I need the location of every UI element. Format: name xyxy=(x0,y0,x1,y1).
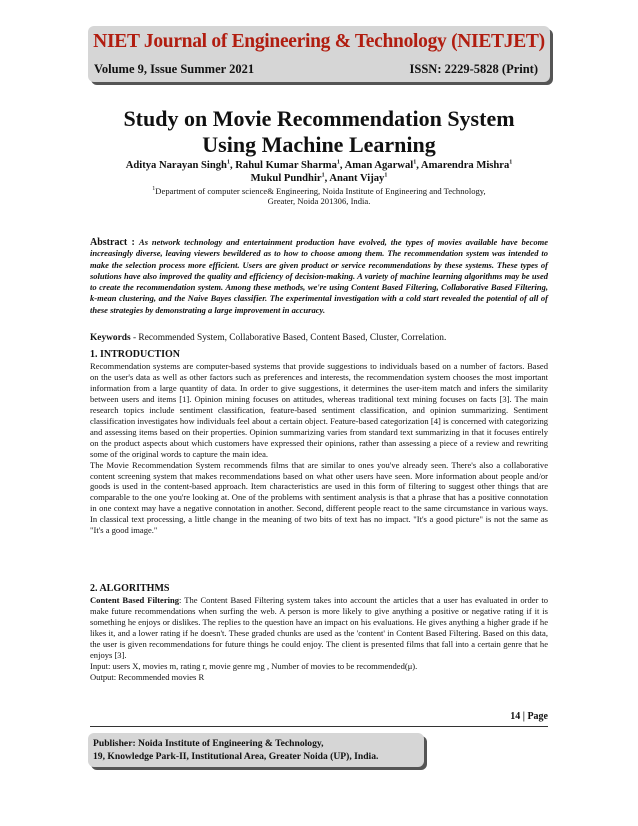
author-affil-mark: 1 xyxy=(226,159,230,166)
author-list xyxy=(80,159,558,185)
issn: ISSN: 2229-5828 (Print) xyxy=(409,62,538,76)
abstract xyxy=(90,237,548,316)
algorithm-output: Output: Recommended movies R xyxy=(90,671,205,682)
algorithms-body xyxy=(90,595,548,683)
author-affil-mark: 1 xyxy=(509,159,513,166)
affiliation xyxy=(80,186,558,206)
author-affil-mark: 1 xyxy=(336,159,340,166)
keywords xyxy=(90,333,548,343)
author-separator: , xyxy=(416,160,421,171)
publisher-footer xyxy=(88,733,424,767)
keywords-label: Keywords xyxy=(90,333,131,343)
author-name: Aditya Narayan Singh xyxy=(125,160,227,171)
page-number: 14 | Page xyxy=(510,711,548,722)
affiliation-line2: Greater, Noida 201306, India. xyxy=(267,196,371,206)
author-name: Amarendra Mishra xyxy=(420,160,510,171)
section-heading-algorithms: 2. ALGORITHMS xyxy=(90,583,170,594)
content-based-filtering-paragraph xyxy=(90,595,548,661)
author-affil-mark: 1 xyxy=(413,159,417,166)
introduction-paragraph-1: Recommendation systems are computer-based systems that provide suggestions to individuals based on a number of factors. Based on the user's data as well as other factors such as preferences and interests, the recommendation system chooses the most important information from a large quantity of data. In order to give suggestions, it determines the user-item match and infers the similarity between users and items [1]. Opinion mining focuses on attitudes, whereas traditional text mining focuses on facts [3]. The main research topics include sentiment classification, feature-based sentiment classification, and opinion summarizing. Sentiment classification investigates how individuals feel about a certain object. Feature-based categorization [4] is concerned with categorizing and assessing items based on their properties. Opinion summarizing varies from standard text summarizing in that it focuses entirely on the product aspects about which customers have expressed their opinions, rather than assessing a piece of a review and rewriting some of the original words to capture the main idea. xyxy=(90,361,548,459)
affiliation-mark: 1 xyxy=(152,186,156,193)
algorithm-input: Input: users X, movies m, rating r, movie genre mg , Number of movies to be recommended(μ). xyxy=(90,660,418,671)
author-line1 xyxy=(80,159,558,172)
abstract-label: Abstract : xyxy=(90,237,140,248)
author-name: Rahul Kumar Sharma xyxy=(235,160,337,171)
paper-title-line1: Study on Movie Recommendation System xyxy=(123,106,515,131)
keywords-text: - Recommended System, Collaborative Based, Content Based, Cluster, Correlation. xyxy=(130,333,447,343)
author-name: Anant Vijay xyxy=(329,173,385,184)
affiliation-text: Department of computer science& Engineering, Noida Institute of Engineering and Technology, xyxy=(155,186,486,196)
paper-title xyxy=(80,106,558,158)
section-heading-introduction: 1. INTRODUCTION xyxy=(90,349,181,360)
publisher-line2: 19, Knowledge Park-II, Institutional Area, Greater Noida (UP), India. xyxy=(93,751,379,762)
author-affil-mark: 1 xyxy=(384,172,388,179)
author-line2 xyxy=(80,172,558,185)
journal-title: NIET Journal of Engineering & Technology (NIETJET) xyxy=(93,31,545,52)
author-name: Aman Agarwal xyxy=(344,160,414,171)
author-separator: , xyxy=(324,173,330,184)
journal-header xyxy=(88,26,550,82)
paper-title-line2: Using Machine Learning xyxy=(202,132,436,157)
footer-divider xyxy=(90,726,548,727)
author-separator: , xyxy=(339,160,345,171)
affiliation-line1 xyxy=(80,186,558,196)
author-name: Mukul Pundhir xyxy=(250,173,322,184)
volume-issue: Volume 9, Issue Summer 2021 xyxy=(94,62,255,76)
author-affil-mark: 1 xyxy=(321,172,325,179)
author-separator: , xyxy=(229,160,236,171)
introduction-paragraph-2: The Movie Recommendation System recommends films that are similar to ones you've already seen. There's also a collaborative content screening system that makes recommendations based on what other users have seen. More information about people and/or goods is used in the content-based approach. Item characteristics are used in this form of filtering to suggest other things that are comparable to the one you're looking at. One of the problems with sentiment analysis is that a phrase that has a positive connotation in one context may have a negative connotation in another. Second, different people react to the same circumstance in various ways. In classical text processing, a little change in the meaning of two bits of text has no impact. "It's a good picture" is not the same as "It's a good image." xyxy=(90,459,548,536)
content-based-filtering-label: Content Based Filtering xyxy=(90,595,180,605)
content-based-filtering-text: : The Content Based Filtering system takes into account the articles that a user has evaluated in order to make future recommendations when surfing the web. A person is more likely to give anything a positive or negative rating if it is something he enjoys or dislikes. The replies to the question have an impact on his evaluations. He gives anything a higher grade if he likes it, and a lower rating if he doesn't. These graded chunks are used as the 'content' in Content Based Filtering. Based on this data, the user is given recommendations for future things he could enjoy. The client is presented films that fall into a certain genre that he enjoys [3]. xyxy=(90,595,548,660)
abstract-text: As network technology and entertainment production have evolved, the types of movies available have become increasingly diverse, leaving viewers bewildered as to how to choose among them. The recommendation system was intended to make the selection process more efficient. Users are given product or service recommendations by these systems. These types of solutions have also improved the quality and efficiency of decision-making. A variety of machine learning algorithms may be used to create the recommendation system. Among these methods, we're using Content Based Filtering, Collaborative Based Filtering, k-mean clustering, and the Naive Bayes classifier. The experimental investigation with a cold start revealed the potential of all of these strategies by demonstrating a large improvement in accuracy. xyxy=(90,237,548,315)
introduction-body xyxy=(90,361,548,536)
publisher-line1: Publisher: Noida Institute of Engineering & Technology, xyxy=(93,738,324,749)
